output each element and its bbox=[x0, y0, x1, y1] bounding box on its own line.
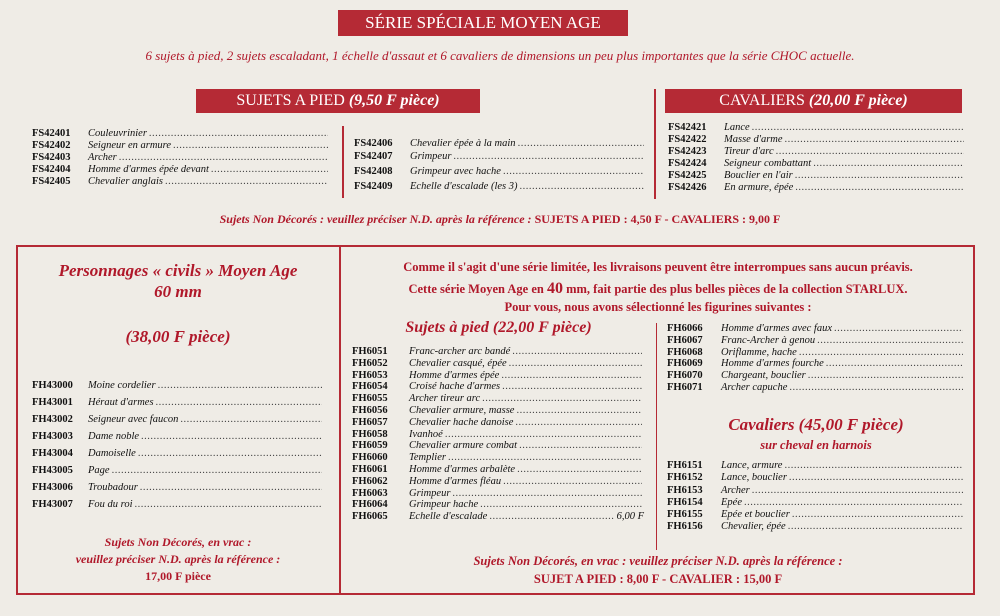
list-item: FH6152 Lance, bouclier ..... bbox=[667, 472, 963, 484]
civils-price: (38,00 F pièce) bbox=[125, 327, 231, 346]
list-item: FH6060 Templier ..... bbox=[352, 452, 644, 464]
list-item: FH6066 Homme d'armes avec faux ..... bbox=[667, 323, 963, 335]
civils-nd-3: 17,00 F pièce bbox=[145, 569, 211, 583]
list-item: FH6151 Lance, armure ..... bbox=[667, 460, 963, 472]
list-item: FH43007 Fou du roi ..... bbox=[32, 497, 322, 514]
list-item: FH6154 Epée ..... bbox=[667, 497, 963, 509]
list-item: FS42406 Chevalier épée à la main ..... bbox=[354, 138, 644, 151]
notice-line-2: Cette série Moyen Age en 40 mm, fait partie des plus belles pièces de la collection STARLUX. bbox=[408, 280, 908, 297]
list-item: FS42405 Chevalier anglais ..... bbox=[32, 176, 328, 188]
list-item: FH6155 Epée et bouclier ..... bbox=[667, 509, 963, 521]
foot-banner: SUJETS A PIED (9,50 F pièce) bbox=[196, 89, 480, 113]
cav40-subtitle: sur cheval en harnois bbox=[760, 438, 872, 452]
cavaliers-list bbox=[668, 122, 964, 194]
civils-nd-1: Sujets Non Décorés, en vrac : bbox=[104, 535, 252, 549]
list-item: FS42401 Couleuvrinier ..... bbox=[32, 128, 328, 140]
list-item: FS42407 Grimpeur ..... bbox=[354, 151, 644, 166]
civils-list bbox=[32, 378, 322, 514]
list-item: FH6070 Chargeant, bouclier ..... bbox=[667, 370, 963, 382]
list-item: FH6067 Franc-Archer à genou ..... bbox=[667, 335, 963, 347]
list-item: FH43002 Seigneur avec faucon ..... bbox=[32, 412, 322, 429]
list-item: FS42409 Echelle d'escalade (les 3) ..... bbox=[354, 181, 644, 196]
list-item: FH6069 Homme d'armes fourche ..... bbox=[667, 358, 963, 370]
list-item: FH6068 Oriflamme, hache ..... bbox=[667, 347, 963, 359]
list-item: FH6059 Chevalier armure combat ..... bbox=[352, 440, 644, 452]
list-item: FH6052 Chevalier casqué, épée ..... bbox=[352, 358, 644, 370]
list-item: FS42422 Masse d'arme ..... bbox=[668, 134, 964, 146]
foot40-list bbox=[352, 346, 644, 523]
list-item: FH43000 Moine cordelier ..... bbox=[32, 378, 322, 395]
list-item: FH6062 Homme d'armes fléau ..... bbox=[352, 476, 644, 488]
list-item: FH43003 Dame noble ..... bbox=[32, 429, 322, 446]
main-banner: SÉRIE SPÉCIALE MOYEN AGE bbox=[338, 10, 628, 36]
cav40-title: Cavaliers (45,00 F pièce) bbox=[728, 415, 904, 434]
foot40-title: Sujets à pied (22,00 F pièce) bbox=[405, 319, 592, 336]
notice-line-3: Pour vous, nous avons sélectionné les figurines suivantes : bbox=[504, 300, 812, 314]
foot-list-a bbox=[32, 128, 328, 188]
list-item: FH6051 Franc-archer arc bandé ..... bbox=[352, 346, 644, 358]
divider bbox=[654, 89, 656, 199]
list-item: FH6056 Chevalier armure, masse ..... bbox=[352, 405, 644, 417]
list-item: FH43001 Héraut d'armes ..... bbox=[32, 395, 322, 412]
civils-nd-2: veuillez préciser N.D. après la référence : bbox=[75, 552, 281, 566]
list-item: FS42402 Seigneur en armure ..... bbox=[32, 140, 328, 152]
list-item: FH6071 Archer capuche ..... bbox=[667, 382, 963, 394]
list-item: FH6055 Archer tireur arc ..... bbox=[352, 393, 644, 405]
nd-note-bottom-1: Sujets Non Décorés, en vrac : veuillez préciser N.D. après la référence : bbox=[473, 554, 843, 568]
nd-note-top: Sujets Non Décorés : veuillez préciser N.D. après la référence : SUJETS A PIED : 4,50 F - CAVALIERS : 9,00 F bbox=[219, 212, 781, 226]
list-item: FH6058 Ivanhoé ..... bbox=[352, 429, 644, 441]
list-item: FS42425 Bouclier en l'air ..... bbox=[668, 170, 964, 182]
list-item: FS42424 Seigneur combattant ..... bbox=[668, 158, 964, 170]
list-item: FH6061 Homme d'armes arbalète ..... bbox=[352, 464, 644, 476]
list-item: FS42408 Grimpeur avec hache ..... bbox=[354, 166, 644, 181]
list-item: FS42421 Lance ..... bbox=[668, 122, 964, 134]
list-item: FH6054 Croisé hache d'armes ..... bbox=[352, 381, 644, 393]
list-item: FH6153 Archer ..... bbox=[667, 485, 963, 497]
list-item: FS42426 En armure, épée ..... bbox=[668, 182, 964, 194]
list-item: FH6057 Chevalier hache danoise ..... bbox=[352, 417, 644, 429]
divider bbox=[342, 126, 344, 198]
list-item: FH43005 Page ..... bbox=[32, 463, 322, 480]
list-item: FS42404 Homme d'armes épée devant ..... bbox=[32, 164, 328, 176]
list-item: FH43004 Damoiselle ..... bbox=[32, 446, 322, 463]
list-item: FH6065 Echelle d'escalade ..... 6,00 F bbox=[352, 511, 644, 523]
list-item: FH6053 Homme d'armes épée ..... bbox=[352, 370, 644, 382]
cav40-list bbox=[667, 460, 963, 534]
cavaliers-banner: CAVALIERS (20,00 F pièce) bbox=[665, 89, 962, 113]
foot-list-b bbox=[354, 138, 644, 196]
list-item: FH6064 Grimpeur hache ..... bbox=[352, 499, 644, 511]
list-item: FS42403 Archer ..... bbox=[32, 152, 328, 164]
intro-text: 6 sujets à pied, 2 sujets escaladant, 1 échelle d'assaut et 6 cavaliers de dimensions un peu plus importantes que la série CHOC actuelle. bbox=[145, 48, 855, 63]
list-item: FH43006 Troubadour ..... bbox=[32, 480, 322, 497]
list-item: FH6063 Grimpeur ..... bbox=[352, 488, 644, 500]
notice-line-1: Comme il s'agit d'une série limitée, les livraisons peuvent être interrompues sans aucun préavis. bbox=[403, 260, 913, 274]
civils-title: Personnages « civils » Moyen Age bbox=[58, 261, 298, 280]
civils-size: 60 mm bbox=[154, 282, 202, 301]
list-item: FH6156 Chevalier, épée ..... bbox=[667, 521, 963, 533]
nd-note-bottom-2: SUJET A PIED : 8,00 F - CAVALIER : 15,00 F bbox=[533, 572, 783, 586]
list-item: FS42423 Tireur d'arc ..... bbox=[668, 146, 964, 158]
divider bbox=[656, 323, 657, 550]
foot40-list-b bbox=[667, 323, 963, 394]
